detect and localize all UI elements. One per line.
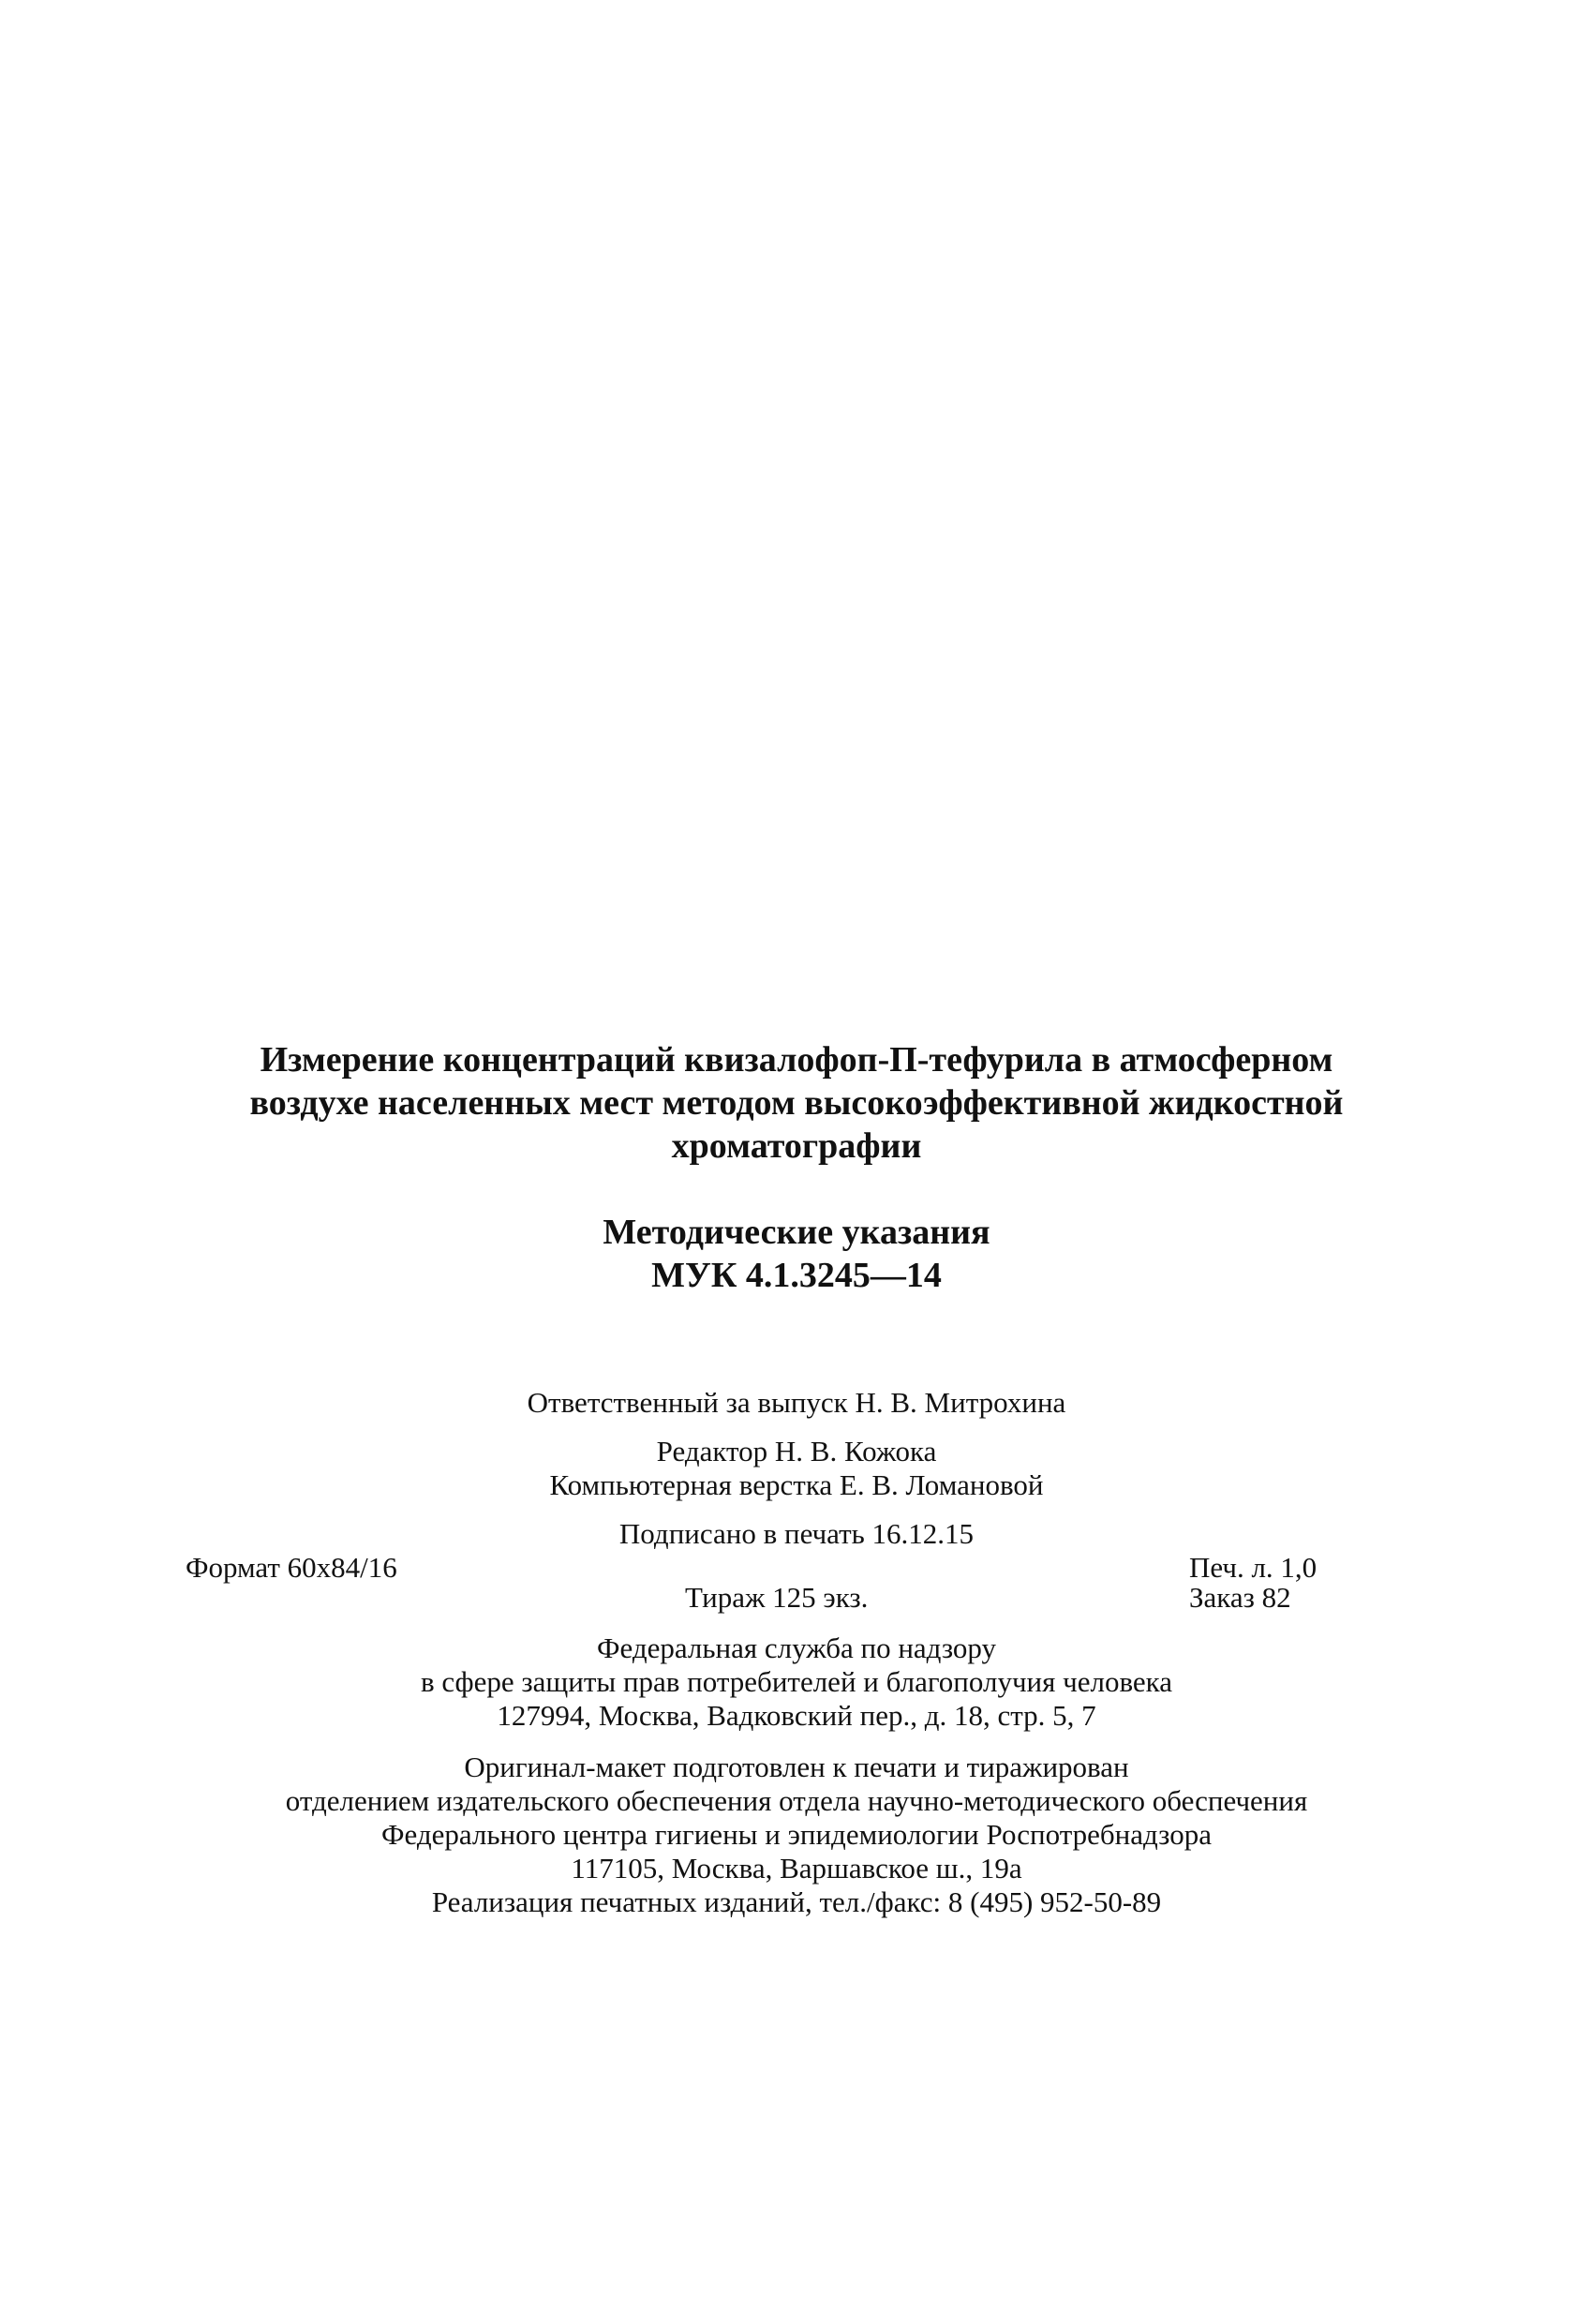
document-code: МУК 4.1.3245—14 (651, 1256, 942, 1295)
document-subtitle (141, 1211, 1452, 1297)
printer-line: Оригинал-макет подготовлен к печати и тиражирован (464, 1750, 1129, 1783)
printer-line: отделением издательского обеспечения отдела научно-методического обеспечения (285, 1784, 1308, 1817)
printer-block (141, 1750, 1452, 1919)
publisher-line: 127994, Москва, Вадковский пер., д. 18, стр. 5, 7 (497, 1699, 1096, 1732)
publisher-block (141, 1631, 1452, 1733)
document-type: Методические указания (603, 1213, 990, 1252)
publisher-line: Федеральная служба по надзору (597, 1631, 996, 1664)
format: Формат 60x84/16 (186, 1551, 397, 1584)
responsible-editor: Ответственный за выпуск Н. В. Митрохина (527, 1386, 1066, 1419)
publisher-line: в сфере защиты прав потребителей и благополучия человека (420, 1665, 1173, 1698)
signed-date: Подписано в печать 16.12.15 (618, 1517, 975, 1550)
layout-designer: Компьютерная верстка Е. В. Ломановой (549, 1468, 1044, 1501)
printer-line: Реализация печатных изданий, тел./факс: 8 (495) 952-50-89 (431, 1885, 1162, 1918)
printer-line: 117105, Москва, Варшавское ш., 19а (571, 1852, 1022, 1885)
document-title (141, 1038, 1452, 1168)
print-sheets: Печ. л. 1,0 (1189, 1551, 1318, 1584)
editor: Редактор Н. В. Кожока (656, 1435, 937, 1467)
printer-line: Федерального центра гигиены и эпидемиологии Роспотребнадзора (381, 1818, 1212, 1851)
title-line: воздухе населенных мест методом высокоэффективной жидкостной (249, 1083, 1344, 1123)
circulation: Тираж 125 экз. (685, 1581, 869, 1614)
title-line: Измерение концентраций квизалофоп-П-тефурила в атмосферном (260, 1040, 1333, 1080)
title-line: хроматографии (671, 1126, 922, 1166)
order-number: Заказ 82 (1189, 1581, 1291, 1614)
